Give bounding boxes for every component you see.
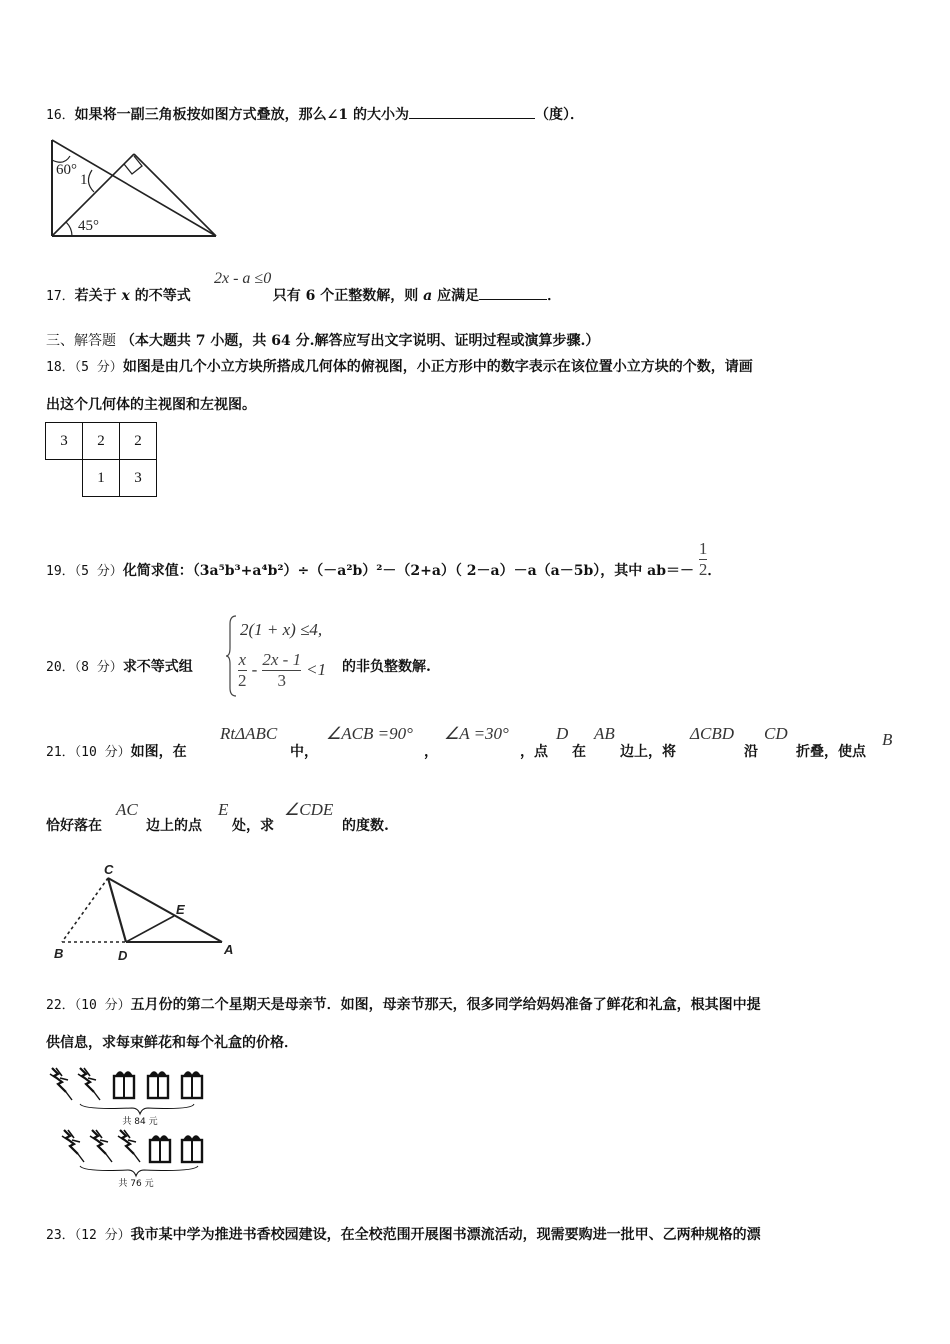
q18-top-view-grid <box>45 422 157 497</box>
q20-number: 20． <box>46 660 75 675</box>
q17-inequality: 2x - a ≤0 <box>214 270 272 287</box>
q21-text-10: 边上的点 <box>146 818 202 834</box>
q22-line2: 供信息，求每束鲜花和每个礼盒的价格． <box>46 1035 298 1051</box>
q21-text-2: 中， <box>290 744 318 760</box>
q17-answer-blank[interactable] <box>479 287 547 300</box>
q20-score: （8 分） <box>74 660 123 675</box>
q17-suffix: ． <box>547 288 562 304</box>
q20-frac1 <box>238 650 247 691</box>
q23-text-line1: 我市某中学为推进书香校园建设，在全校范围开展图书漂流活动，现需要购进一批甲、乙两种规格的漂 <box>130 1227 761 1243</box>
q21-math-d: D <box>556 724 569 743</box>
q18-score: （5 分） <box>74 360 123 375</box>
q16-line <box>46 104 584 124</box>
q21-number: 21． <box>46 745 75 760</box>
q20-frac2-den: 3 <box>277 671 286 690</box>
q17-line <box>46 285 561 305</box>
grid-cell: 2 <box>120 423 157 460</box>
flower-icon <box>62 1130 84 1162</box>
q21-text-7: 沿 <box>744 744 758 760</box>
q21-text-6: 边上，将 <box>620 744 676 760</box>
gift-box-icon <box>148 1072 168 1098</box>
flower-icon <box>78 1068 100 1100</box>
q18-line1 <box>46 356 753 376</box>
q23-number: 23． <box>46 1228 75 1243</box>
q16-triangle-figure <box>44 138 224 242</box>
q17-text-2: 的不等式 <box>134 288 191 304</box>
flower-icon <box>90 1130 112 1162</box>
q21-edge-ca <box>108 878 222 942</box>
q20-suffix: 的非负整数解. <box>342 659 431 675</box>
q21-math-cbd: ΔCBD <box>690 724 734 743</box>
q16-arc-45 <box>66 222 72 236</box>
q21-math-ab: AB <box>594 724 615 743</box>
q20-minus: - <box>251 660 258 679</box>
q20-frac2 <box>262 650 301 691</box>
q23-line1 <box>46 1224 761 1244</box>
q20-brace-icon <box>226 614 238 698</box>
q17-text-4: 个正整数解，则 <box>320 288 419 304</box>
q17-six: 6 <box>305 288 316 304</box>
q21-text-3: ， <box>424 744 438 760</box>
q22-total-2: 共 76 元 <box>118 1179 154 1189</box>
q22-line1 <box>46 994 761 1014</box>
q20-frac1-den: 2 <box>238 671 247 690</box>
q21-triangle-figure <box>50 858 240 964</box>
gift-box-icon <box>182 1072 202 1098</box>
q21-edge-cb-dotted <box>62 878 108 942</box>
q21-math-cde: ∠CDE <box>284 800 334 819</box>
q21-math-b: B <box>882 730 893 749</box>
q17-text-1: 若关于 <box>74 288 117 304</box>
q17-var-x: x <box>121 288 130 304</box>
q16-text: 如果将一副三角板按如图方式叠放，那么∠1 的大小为 <box>74 107 410 123</box>
q18-number: 18． <box>46 360 75 375</box>
q19-frac-num: 1 <box>698 538 708 558</box>
q23-score: （12 分） <box>74 1228 131 1243</box>
q21-math-cd: CD <box>764 724 788 743</box>
q16-suffix: （度）． <box>535 107 585 123</box>
q16-answer-blank[interactable] <box>409 106 535 119</box>
q21-label-d: D <box>118 948 128 963</box>
q21-text-11: 处，求 <box>232 818 274 834</box>
q19-score: （5 分） <box>74 564 123 579</box>
q20-text: 求不等式组 <box>122 659 193 675</box>
q21-label-a: A <box>224 942 234 957</box>
grid-cell: 3 <box>120 460 157 497</box>
q18-text-line1: 如图是由几个小立方块所搭成几何体的俯视图，小正方形中的数字表示在该位置小立方块的个数，请画 <box>122 359 753 375</box>
q19-frac-den: 2 <box>698 559 708 579</box>
q21-math-a: ∠A =30° <box>444 724 509 743</box>
flower-icon <box>50 1068 72 1100</box>
section3-title: 三、解答题 <box>46 333 116 349</box>
gift-box-icon <box>150 1136 170 1162</box>
q19-number: 19． <box>46 564 75 579</box>
q20-frac2-num: 2x - 1 <box>262 650 302 669</box>
gift-box-icon <box>182 1136 202 1162</box>
q17-text-3: 只有 <box>272 288 301 304</box>
q16-label-1: 1 <box>80 172 88 188</box>
q19-suffix: ． <box>707 563 722 579</box>
q19-line <box>46 538 722 580</box>
q21-label-e: E <box>176 902 185 917</box>
q21-prefix <box>46 741 187 761</box>
q20-lt: <1 <box>306 660 327 679</box>
grid-cell: 1 <box>83 460 120 497</box>
q21-math-acb: ∠ACB =90° <box>326 724 413 743</box>
q21-text-1: 如图，在 <box>130 744 187 760</box>
q21-text-9: 恰好落在 <box>46 818 102 834</box>
q17-var-a: a <box>423 288 433 304</box>
q21-text-12: 的度数. <box>342 818 389 834</box>
q22-brace-2 <box>80 1166 198 1176</box>
q17-number: 17． <box>46 289 75 304</box>
q16-label-60: 60° <box>56 162 77 178</box>
q20-prefix <box>46 656 193 676</box>
q21-edge-de <box>126 916 174 942</box>
q22-text-line1: 五月份的第二个星期天是母亲节．如图，母亲节那天，很多同学给妈妈准备了鲜花和礼盒，根其图中提 <box>130 997 761 1013</box>
q21-math-ac: AC <box>116 800 138 819</box>
q19-text: 化简求值：（3a⁵b³+a⁴b²）÷（－a²b）²－（2+a）（ 2－a）－a（a－5b），其中 ab＝－ <box>122 563 695 579</box>
q22-total-1: 共 84 元 <box>122 1117 158 1127</box>
q22-brace-1 <box>80 1104 194 1114</box>
q17-text-5: 应满足 <box>437 288 480 304</box>
q21-label-c: C <box>104 862 114 877</box>
q21-text-8: 折叠，使点 <box>796 744 866 760</box>
q21-text-5: 在 <box>572 744 586 760</box>
gift-box-icon <box>114 1072 134 1098</box>
q16-arc-1 <box>88 170 94 192</box>
q21-score: （10 分） <box>74 745 131 760</box>
section3-note: （本大题共 7 小题，共 64 分.解答应写出文字说明、证明过程或演算步骤.） <box>120 333 600 349</box>
q21-label-b: B <box>54 946 64 961</box>
grid-cell: 3 <box>46 423 83 460</box>
grid-cell: 2 <box>83 423 120 460</box>
flower-icon <box>118 1130 140 1162</box>
grid-cell-empty <box>46 460 83 497</box>
q22-number: 22． <box>46 998 75 1013</box>
q16-number: 16． <box>46 108 75 123</box>
q20-ineq-line2 <box>238 650 326 691</box>
q21-math-e: E <box>218 800 229 819</box>
q22-flowers-gifts-figure <box>44 1062 220 1192</box>
q21-math-rt-abc: RtΔABC <box>220 724 278 743</box>
section3-heading <box>46 330 599 350</box>
q20-frac1-num: x <box>238 650 247 669</box>
q20-ineq-line1: 2(1 + x) ≤4, <box>240 620 323 639</box>
q22-score: （10 分） <box>74 998 131 1013</box>
q16-label-45: 45° <box>78 218 99 234</box>
q18-line2: 出这个几何体的主视图和左视图。 <box>46 397 256 413</box>
q21-text-4: ，点 <box>520 744 548 760</box>
